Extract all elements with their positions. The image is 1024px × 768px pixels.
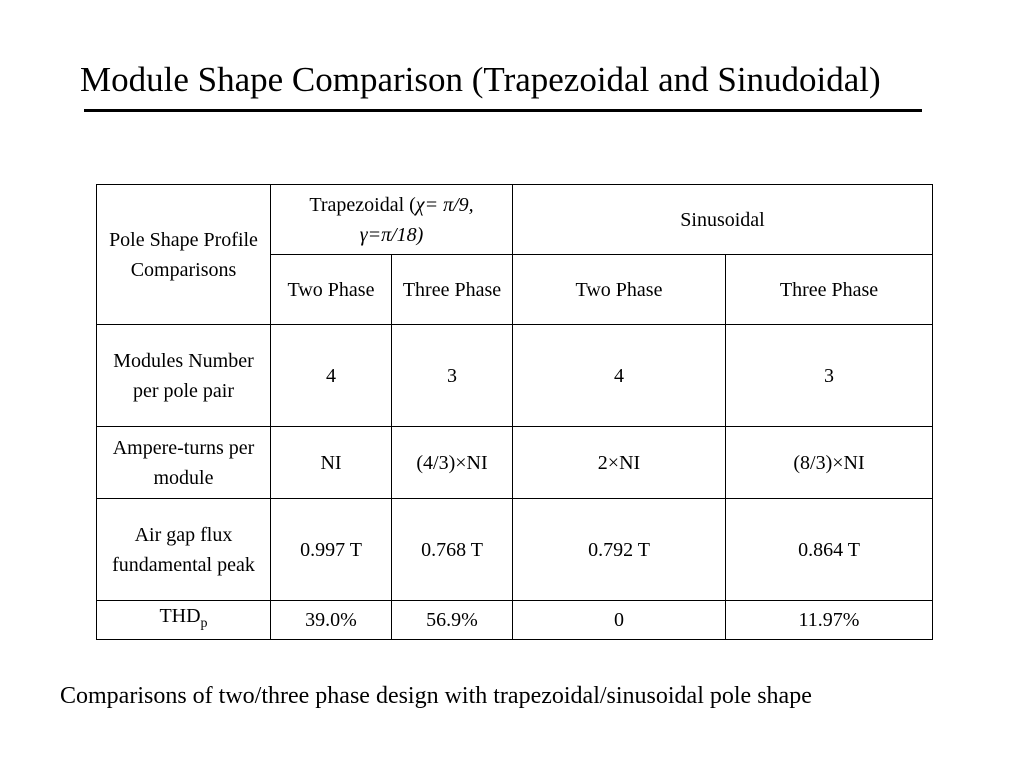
corner-header: Pole Shape Profile Comparisons: [97, 185, 271, 325]
table-cell: 4: [271, 325, 392, 427]
table-cell: 11.97%: [726, 601, 933, 640]
table-row: [97, 325, 933, 427]
table-cell: 0.864 T: [726, 499, 933, 601]
table-cell: 3: [726, 325, 933, 427]
row-label: Air gap flux fundamental peak: [97, 499, 271, 601]
table-cell: NI: [271, 427, 392, 499]
comparison-table: [96, 184, 933, 640]
table-row: [97, 499, 933, 601]
table-cell: 39.0%: [271, 601, 392, 640]
thd-subscript: p: [200, 616, 208, 631]
table-cell: 0.768 T: [392, 499, 513, 601]
table-row: [97, 601, 933, 640]
sub-header-trap-three: Three Phase: [392, 255, 513, 325]
row-label: Modules Number per pole pair: [97, 325, 271, 427]
table-cell: 4: [513, 325, 726, 427]
trapezoidal-params-1: χ= π/9,: [415, 193, 474, 216]
slide-title: Module Shape Comparison (Trapezoidal and Sinudoidal): [80, 60, 881, 99]
thd-label: THD: [159, 605, 201, 627]
table-cell: (8/3)×NI: [726, 427, 933, 499]
row-label: Ampere-turns per module: [97, 427, 271, 499]
title-underline: [84, 109, 922, 112]
sub-header-sin-three: Three Phase: [726, 255, 933, 325]
header-row-groups: [97, 185, 933, 255]
table-cell: 2×NI: [513, 427, 726, 499]
table-cell: 0.997 T: [271, 499, 392, 601]
trapezoidal-params-2: γ=π/18): [359, 223, 424, 246]
trapezoidal-header: [271, 185, 513, 255]
sub-header-trap-two: Two Phase: [271, 255, 392, 325]
table-caption: Comparisons of two/three phase design with trapezoidal/sinusoidal pole shape: [60, 683, 812, 709]
table-row: [97, 427, 933, 499]
row-label: [97, 601, 271, 640]
sub-header-sin-two: Two Phase: [513, 255, 726, 325]
table-cell: 56.9%: [392, 601, 513, 640]
table-cell: 0: [513, 601, 726, 640]
table-cell: 0.792 T: [513, 499, 726, 601]
table-cell: (4/3)×NI: [392, 427, 513, 499]
trapezoidal-label: Trapezoidal (: [309, 193, 416, 216]
table-cell: 3: [392, 325, 513, 427]
sinusoidal-header: Sinusoidal: [513, 185, 933, 255]
